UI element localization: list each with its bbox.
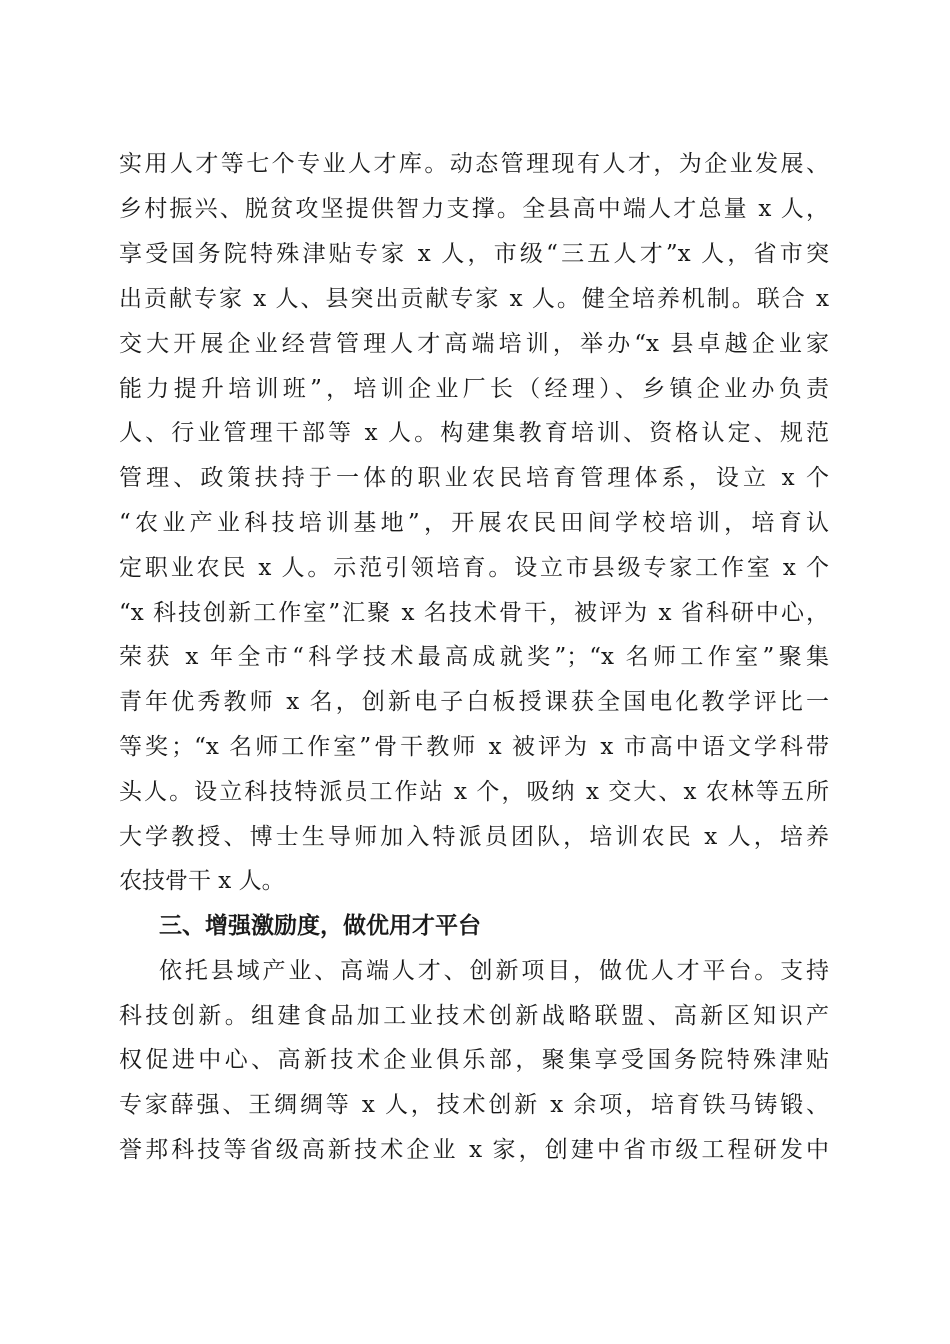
body-text-line: 专家薛强、王绸绸等 x 人，技术创新 x 余项，培育铁马铸锻、 — [119, 1092, 829, 1118]
body-text-line: 荣获 x 年全市“科学技术最高成就奖”；“x 名师工作室”聚集 — [119, 644, 829, 670]
body-text-line: 大学教授、博士生导师加入特派员团队，培训农民 x 人，培养 — [119, 824, 829, 850]
body-text-line: 乡村振兴、脱贫攻坚提供智力支撑。全县高中端人才总量 x 人， — [119, 196, 829, 222]
body-text-line: 能力提升培训班”，培训企业厂长（经理）、乡镇企业办负责 — [119, 376, 829, 402]
body-text-line: 享受国务院特殊津贴专家 x 人，市级“三五人才”x 人，省市突 — [119, 241, 829, 267]
body-text-line: 定职业农民 x 人。示范引领培育。设立市县级专家工作室 x 个 — [119, 555, 829, 581]
section-heading: 三、增强激励度，做优用才平台 — [159, 913, 481, 939]
body-text-line: 科技创新。组建食品加工业技术创新战略联盟、高新区知识产 — [119, 1003, 829, 1029]
body-text-line: “x 科技创新工作室”汇聚 x 名技术骨干，被评为 x 省科研中心， — [119, 600, 829, 626]
body-text-line: 等奖；“x 名师工作室”骨干教师 x 被评为 x 市高中语文学科带 — [119, 734, 829, 760]
body-text-line: 人、行业管理干部等 x 人。构建集教育培训、资格认定、规范 — [119, 420, 829, 446]
body-text-line: 管理、政策扶持于一体的职业农民培育管理体系，设立 x 个 — [119, 465, 829, 491]
body-text-line: 出贡献专家 x 人、县突出贡献专家 x 人。健全培养机制。联合 x — [119, 286, 829, 312]
body-text-line: 依托县域产业、高端人才、创新项目，做优人才平台。支持 — [159, 958, 829, 984]
body-text-line: 交大开展企业经营管理人才高端培训，举办“x 县卓越企业家 — [119, 331, 829, 357]
body-text-line: 青年优秀教师 x 名，创新电子白板授课获全国电化教学评比一 — [119, 689, 829, 715]
body-text-line: “农业产业科技培训基地”，开展农民田间学校培训，培育认 — [119, 510, 829, 536]
body-text-line: 头人。设立科技特派员工作站 x 个，吸纳 x 交大、x 农林等五所 — [119, 779, 829, 805]
body-text-line: 实用人才等七个专业人才库。动态管理现有人才，为企业发展、 — [119, 151, 829, 177]
body-text-line: 权促进中心、高新技术企业俱乐部，聚集享受国务院特殊津贴 — [119, 1047, 829, 1073]
body-text-line: 农技骨干 x 人。 — [119, 868, 285, 894]
body-text-line: 誉邦科技等省级高新技术企业 x 家，创建中省市级工程研发中 — [119, 1137, 829, 1163]
